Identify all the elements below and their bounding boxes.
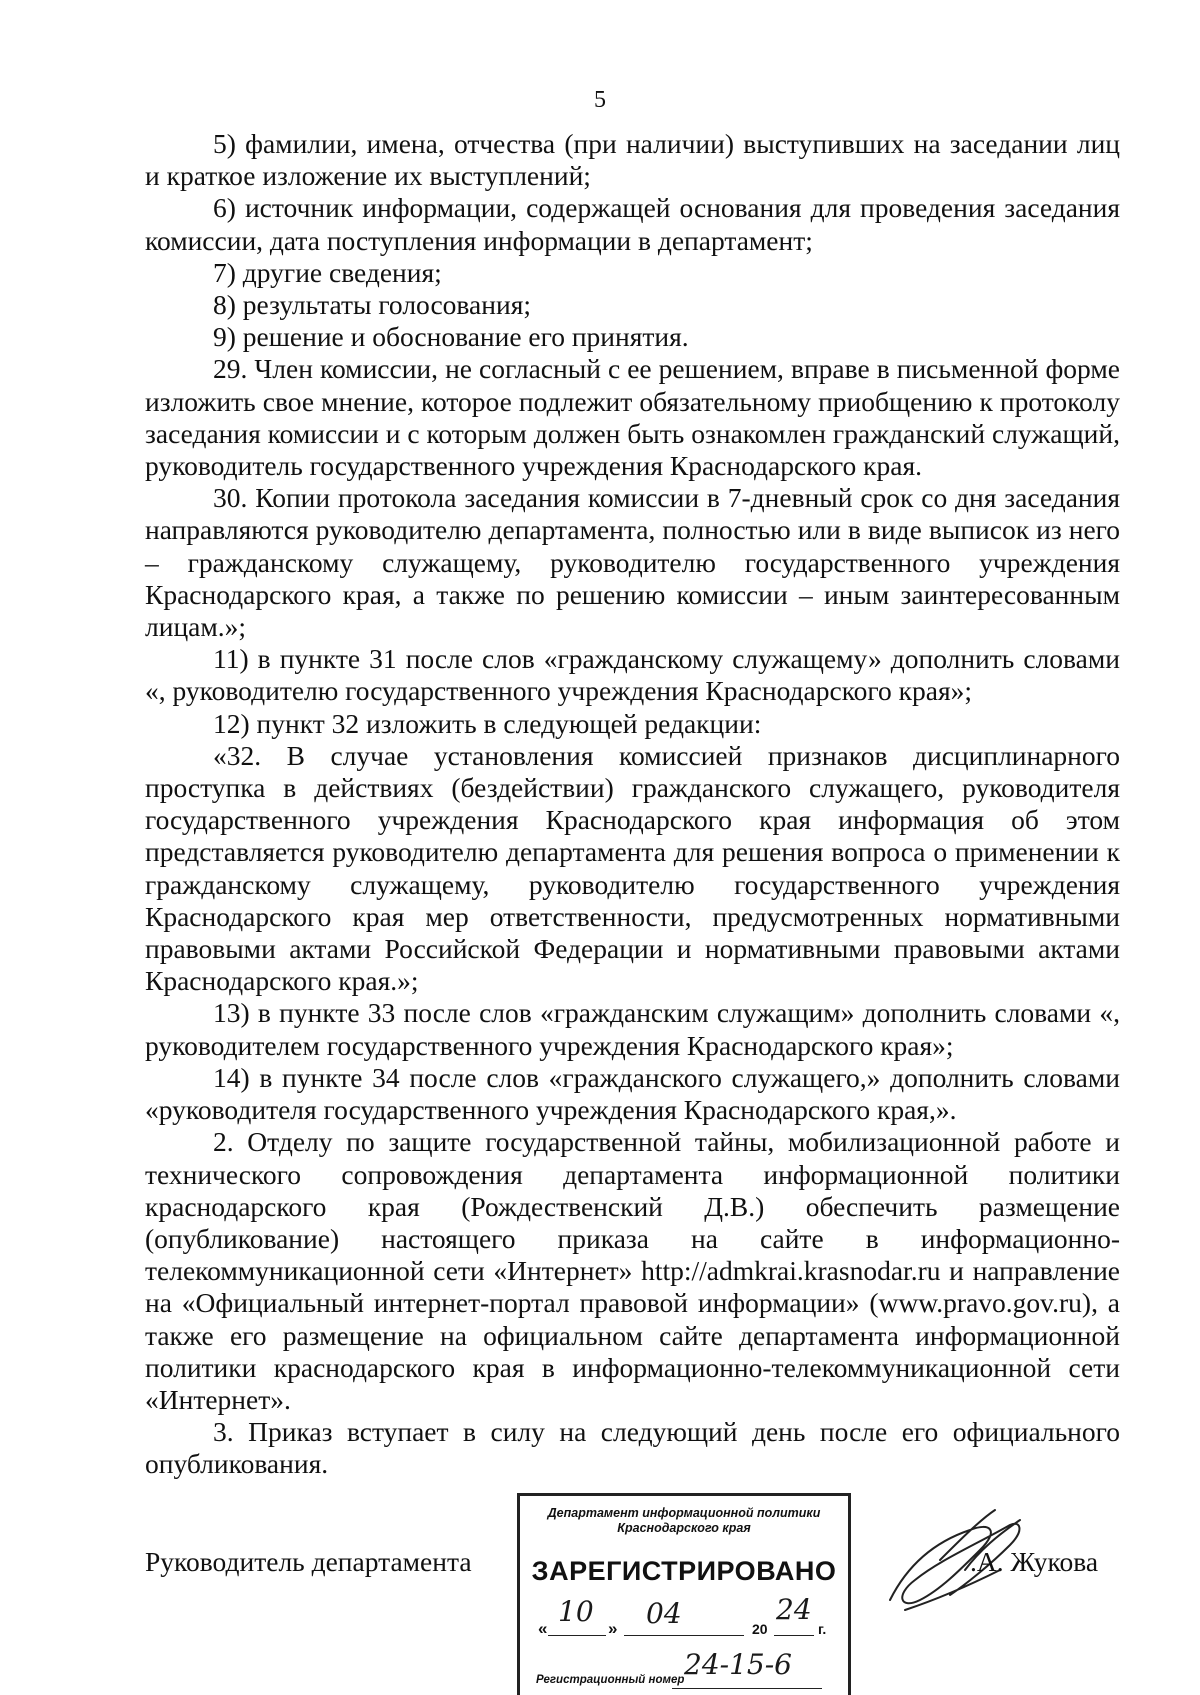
signatory-name: .А. Жукова (970, 1546, 1099, 1577)
paragraph: 7) другие сведения; (213, 256, 442, 288)
paragraph: 8) результаты голосования; (213, 289, 531, 321)
paragraph: 9) решение и обоснование его принятия. (213, 321, 689, 353)
stamp-quote-open: « (538, 1619, 548, 1638)
signatory-position: Руководитель департамента (145, 1546, 472, 1577)
paragraph: 3. Приказ вступает в силу на следующий день после его официального опубликования. (145, 1416, 1120, 1480)
paragraph: 2. Отделу по защите государственной тайны, мобилизационной работе и технического сопровождения департамента информационной политики краснодарского края (Рождественский Д.В.) обеспечить размещение (опубликование) настоящего приказа на сайте в информационно-телекоммуникационной сети «Интернет» http://admkrai.krasnodar.ru и направление на «Официальный интернет-портал правовой информации» (www.pravo.gov.ru), а также его размещение на официальном сайте департамента информационной политики краснодарского края в информационно-телекоммуникационной сети «Интернет». (145, 1126, 1120, 1415)
paragraph: 29. Член комиссии, не согласный с ее решением, вправе в письменной форме изложить свое мнение, которое подлежит обязательному приобщению к протоколу заседания комиссии и с которым должен быть ознакомлен гражданский служащий, руководитель государственного учреждения Краснодарского края. (145, 353, 1120, 482)
registration-stamp (517, 1493, 851, 1695)
paragraph: 13) в пункте 33 после слов «гражданским служащим» дополнить словами «, руководителем государственного учреждения Краснодарского края»; (145, 997, 1120, 1061)
stamp-year-line (774, 1635, 814, 1636)
page-number: 5 (594, 87, 606, 113)
stamp-org-line: Департамент информационной политики (547, 1506, 821, 1520)
paragraph: 11) в пункте 31 после слов «гражданскому служащему» дополнить словами «, руководителю государственного учреждения Краснодарского края»; (145, 643, 1120, 707)
paragraph: 6) источник информации, содержащей основания для проведения заседания комиссии, дата поступления информации в департамент; (145, 192, 1120, 256)
stamp-year: 24 (776, 1593, 812, 1626)
paragraph: «32. В случае установления комиссией признаков дисциплинарного проступка в действиях (бездействии) гражданского служащего, руководителя государственного учреждения Краснодарского края информация об этом представляется руководителю департамента для решения вопроса о применении к гражданскому служащему, руководителю государственного учреждения Краснодарского края мер ответственности, предусмотренных нормативными правовыми актами Российской Федерации и нормативными правовыми актами Краснодарского края.»; (145, 739, 1120, 997)
paragraph: 5) фамилии, имена, отчества (при наличии) выступивших на заседании лиц и краткое изложение их выступлений; (145, 128, 1120, 192)
stamp-month-line (624, 1635, 744, 1636)
stamp-reg-number: 24-15-6 (684, 1648, 792, 1681)
document-body (145, 128, 1120, 1481)
stamp-day: 10 (558, 1595, 594, 1628)
stamp-quote-close: » (608, 1619, 618, 1638)
paragraph: 30. Копии протокола заседания комиссии в 7-дневный срок со дня заседания направляются руководителю департамента, полностью или в виде выписок из него – гражданскому служащему, руководителю государственного учреждения Краснодарского края, а также по решению комиссии – иным заинтересованным лицам.»; (145, 482, 1120, 643)
stamp-title: ЗАРЕГИСТРИРОВАНО (531, 1556, 837, 1586)
stamp-reg-label: Регистрационный номер (536, 1674, 685, 1686)
stamp-year-suffix: г. (818, 1621, 827, 1637)
stamp-year-prefix: 20 (752, 1621, 768, 1637)
stamp-month: 04 (646, 1597, 682, 1630)
stamp-reg-line (672, 1688, 822, 1689)
stamp-date (536, 1593, 836, 1641)
stamp-day-line (548, 1635, 606, 1636)
paragraph: 14) в пункте 34 после слов «гражданского служащего,» дополнить словами «руководителя государственного учреждения Краснодарского края,». (145, 1061, 1120, 1126)
paragraph: 12) пункт 32 изложить в следующей редакции: (213, 707, 762, 739)
stamp-org-line: Краснодарского края (617, 1521, 751, 1535)
stamp-registration (536, 1648, 836, 1694)
stamp-organization (520, 1506, 848, 1536)
